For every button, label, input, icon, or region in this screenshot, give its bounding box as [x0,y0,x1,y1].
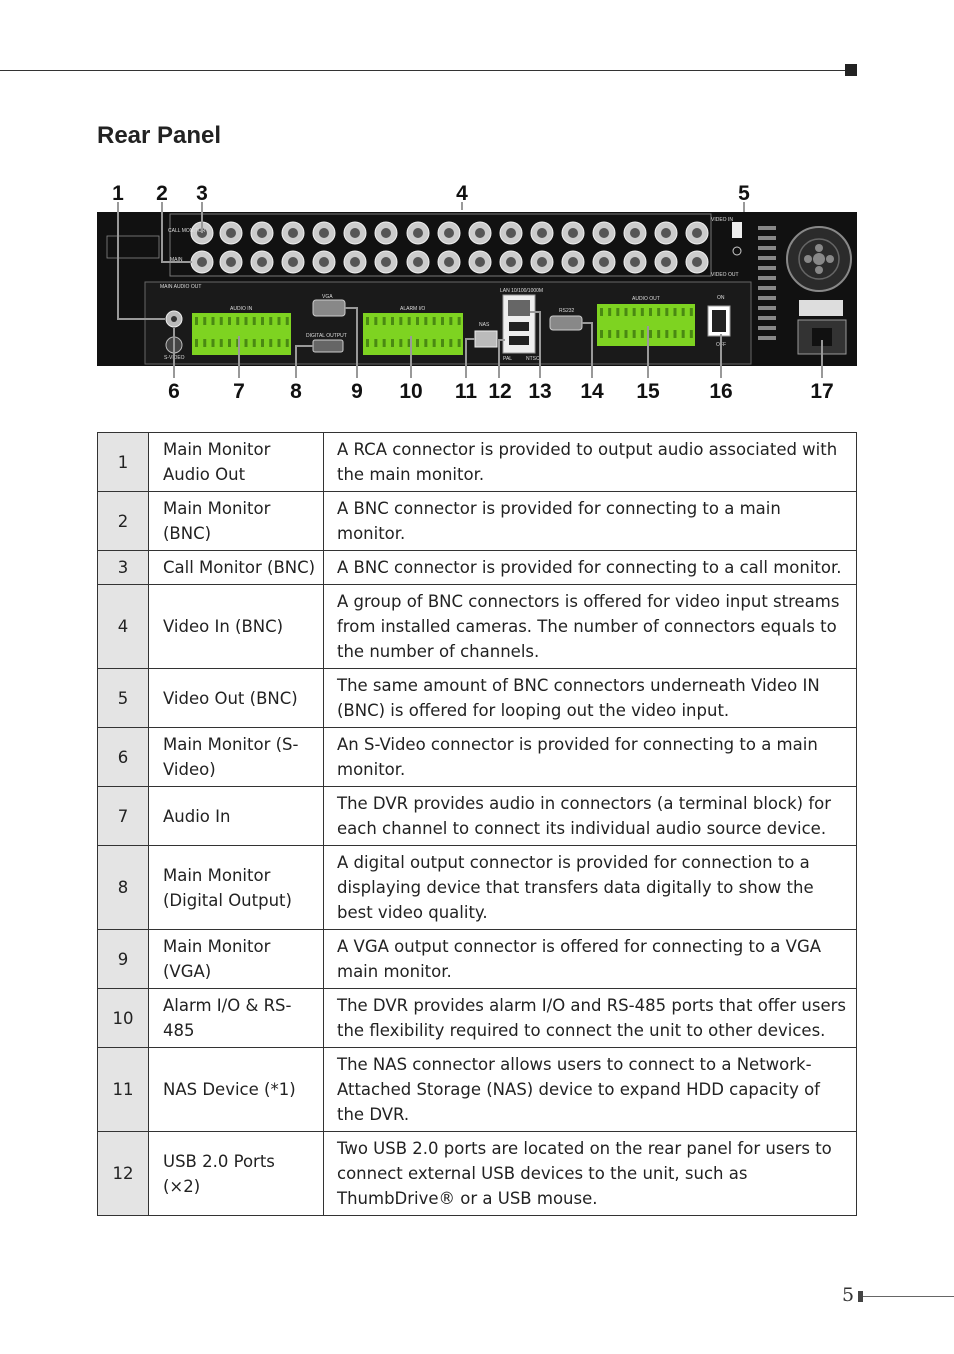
terminal-pin [253,317,256,325]
row-description: The NAS connector allows users to connect to a Network-Attached Storage (NAS) device to expand HDD capacity of the DVR. [324,1048,857,1132]
row-description: A BNC connector is provided for connecting to a call monitor. [324,551,857,585]
terminal-pin [269,339,272,347]
callout-16: 16 [709,380,733,403]
terminal-pin [203,317,206,325]
callout-12: 12 [488,380,512,403]
terminal-pin [391,339,394,347]
header-rule [0,70,846,71]
vga-port [313,300,345,316]
panel-label-audio-out: AUDIO OUT [632,296,660,302]
callout-4: 4 [456,182,468,205]
panel-label-video-in: VIDEO IN [711,217,733,223]
row-description: Two USB 2.0 ports are located on the rear panel for users to connect external USB devices to the unit, such as ThumbDrive® or a USB mouse. [324,1132,857,1216]
terminal-pin [245,317,248,325]
row-description: A digital output connector is provided for connection to a displaying device that transfers data digitally to show the best video quality. [324,846,857,930]
terminal-pin [383,339,386,347]
callout-14: 14 [580,380,604,403]
row-name: Main Monitor Audio Out [149,433,324,492]
terminal-pin [633,330,636,338]
terminal-pin [449,339,452,347]
terminal-pin [625,330,628,338]
table-row [98,492,857,551]
digital-output-port [313,340,343,352]
alarm-io-block [363,313,463,355]
rear-panel-diagram [0,170,954,410]
table-row [98,846,857,930]
row-name: Video In (BNC) [149,585,324,669]
row-description: A BNC connector is provided for connecting to a main monitor. [324,492,857,551]
callout-11: 11 [454,380,478,403]
vent-slot [758,296,776,300]
panel-label-main-audio-out: MAIN AUDIO OUT [160,284,202,290]
terminal-pin [253,339,256,347]
callout-1: 1 [112,182,124,205]
terminal-pin [633,308,636,316]
table-row [98,989,857,1048]
table-row [98,728,857,787]
page-number: 5 [842,1284,855,1306]
row-number: 12 [98,1132,149,1216]
row-number: 11 [98,1048,149,1132]
row-number: 1 [98,433,149,492]
panel-label-audio-in: AUDIO IN [230,306,253,312]
row-name: Call Monitor (BNC) [149,551,324,585]
footer-rule [863,1296,954,1297]
callout-6: 6 [168,380,180,403]
table-row [98,551,857,585]
header-marker [845,64,857,76]
callout-8: 8 [290,380,302,403]
callout-5: 5 [738,182,750,205]
terminal-pin [682,330,685,338]
rs232-port [550,316,582,330]
panel-label-on: ON [717,295,725,301]
terminal-pin [228,317,231,325]
row-number: 8 [98,846,149,930]
terminal-pin [682,308,685,316]
terminal-pin [278,339,281,347]
row-description: An S-Video connector is provided for connecting to a main monitor. [324,728,857,787]
vent-slot [758,256,776,260]
row-number: 7 [98,787,149,846]
terminal-pin [261,339,264,347]
terminal-pin [433,339,436,347]
terminal-pin [269,317,272,325]
terminal-pin [665,330,668,338]
row-name: Video Out (BNC) [149,669,324,728]
nas-port [475,331,497,347]
terminal-pin [408,317,411,325]
connector-spec-table [97,432,857,1216]
row-number: 6 [98,728,149,787]
terminal-pin [374,317,377,325]
terminal-pin [641,308,644,316]
row-description: A group of BNC connectors is offered for video input streams from installed cameras. The number of connectors equals to the number of channels. [324,585,857,669]
row-name: USB 2.0 Ports (×2) [149,1132,324,1216]
vent-slot [758,326,776,330]
power-label [799,300,843,316]
vent-slot [758,306,776,310]
terminal-pin [616,308,619,316]
terminal-pin [649,330,652,338]
terminal-pin [236,317,239,325]
terminal-pin [220,317,223,325]
terminal-pin [433,317,436,325]
terminal-pin [374,339,377,347]
panel-label-pal: PAL [503,356,513,362]
panel-label-off: OFF [716,342,726,348]
terminal-pin [261,317,264,325]
table-row [98,930,857,989]
terminal-pin [657,330,660,338]
table-row [98,787,857,846]
row-number: 5 [98,669,149,728]
terminal-pin [416,317,419,325]
terminal-pin [416,339,419,347]
vent-slot [758,316,776,320]
row-number: 4 [98,585,149,669]
row-name: Main Monitor (S-Video) [149,728,324,787]
terminal-pin [616,330,619,338]
video-in-switch [732,222,742,238]
terminal-pin [399,339,402,347]
vent-slot [758,236,776,240]
terminal-pin [383,317,386,325]
row-number: 10 [98,989,149,1048]
vent-slot [758,286,776,290]
row-number: 2 [98,492,149,551]
table-row [98,1048,857,1132]
terminal-pin [458,317,461,325]
row-name: NAS Device (*1) [149,1048,324,1132]
terminal-pin [286,339,289,347]
terminal-pin [424,317,427,325]
terminal-pin [458,339,461,347]
terminal-pin [441,317,444,325]
terminal-pin [391,317,394,325]
row-number: 9 [98,930,149,989]
vent-slot [758,246,776,250]
vent-slot [758,266,776,270]
table-row [98,669,857,728]
row-description: A RCA connector is provided to output audio associated with the main monitor. [324,433,857,492]
panel-label-nas: NAS [479,322,490,328]
terminal-pin [228,339,231,347]
panel-label-digital-output: DIGITAL OUTPUT [306,333,347,339]
panel-label-alarm-io: ALARM I/O [400,306,426,312]
audio-in-block [192,313,291,355]
callout-7: 7 [233,380,245,403]
row-name: Main Monitor (VGA) [149,930,324,989]
terminal-pin [625,308,628,316]
panel-label-s-video: S-VIDEO [164,355,185,361]
table-row [98,433,857,492]
terminal-pin [424,339,427,347]
callout-15: 15 [636,380,660,403]
audio-out-block [597,304,695,346]
terminal-pin [608,308,611,316]
terminal-pin [195,317,198,325]
table-row [98,1132,857,1216]
callout-17: 17 [810,380,834,403]
panel-label-rs232: RS232 [559,308,575,314]
terminal-pin [657,308,660,316]
terminal-pin [203,339,206,347]
row-name: Main Monitor (BNC) [149,492,324,551]
table-row [98,585,857,669]
row-number: 3 [98,551,149,585]
callout-13: 13 [528,380,552,403]
panel-label-call-monitor: CALL MONITOR [168,228,206,234]
row-name: Audio In [149,787,324,846]
callout-9: 9 [351,380,363,403]
panel-label-vga: VGA [322,294,333,300]
vent-slot [758,276,776,280]
row-name: Alarm I/O & RS-485 [149,989,324,1048]
callout-2: 2 [156,182,168,205]
terminal-pin [641,330,644,338]
section-title: Rear Panel [97,122,222,149]
panel-label-ntsc: NTSC [526,356,540,362]
terminal-pin [195,339,198,347]
terminal-pin [366,339,369,347]
vent-slot [758,226,776,230]
terminal-pin [665,308,668,316]
terminal-pin [286,317,289,325]
callout-10: 10 [399,380,423,403]
terminal-pin [674,330,677,338]
terminal-pin [690,330,693,338]
terminal-pin [212,317,215,325]
terminal-pin [220,339,223,347]
row-name: Main Monitor (Digital Output) [149,846,324,930]
callout-3: 3 [196,182,208,205]
terminal-pin [690,308,693,316]
terminal-pin [278,317,281,325]
row-description: The DVR provides alarm I/O and RS-485 ports that offer users the flexibility required to connect the unit to other devices. [324,989,857,1048]
row-description: The same amount of BNC connectors underneath Video IN (BNC) is offered for looping out the video input. [324,669,857,728]
terminal-pin [600,330,603,338]
row-description: The DVR provides audio in connectors (a terminal block) for each channel to connect its individual audio source device. [324,787,857,846]
terminal-pin [441,339,444,347]
terminal-pin [399,317,402,325]
panel-label-lan: LAN 10/100/1000M [500,288,544,294]
terminal-pin [608,330,611,338]
terminal-pin [600,308,603,316]
terminal-pin [245,339,248,347]
panel-label-main: MAIN [170,257,183,263]
vent-slot [758,336,776,340]
terminal-pin [212,339,215,347]
terminal-pin [649,308,652,316]
terminal-pin [449,317,452,325]
row-description: A VGA output connector is offered for connecting to a VGA main monitor. [324,930,857,989]
panel-label-video-out: VIDEO OUT [711,272,739,278]
terminal-pin [366,317,369,325]
terminal-pin [674,308,677,316]
